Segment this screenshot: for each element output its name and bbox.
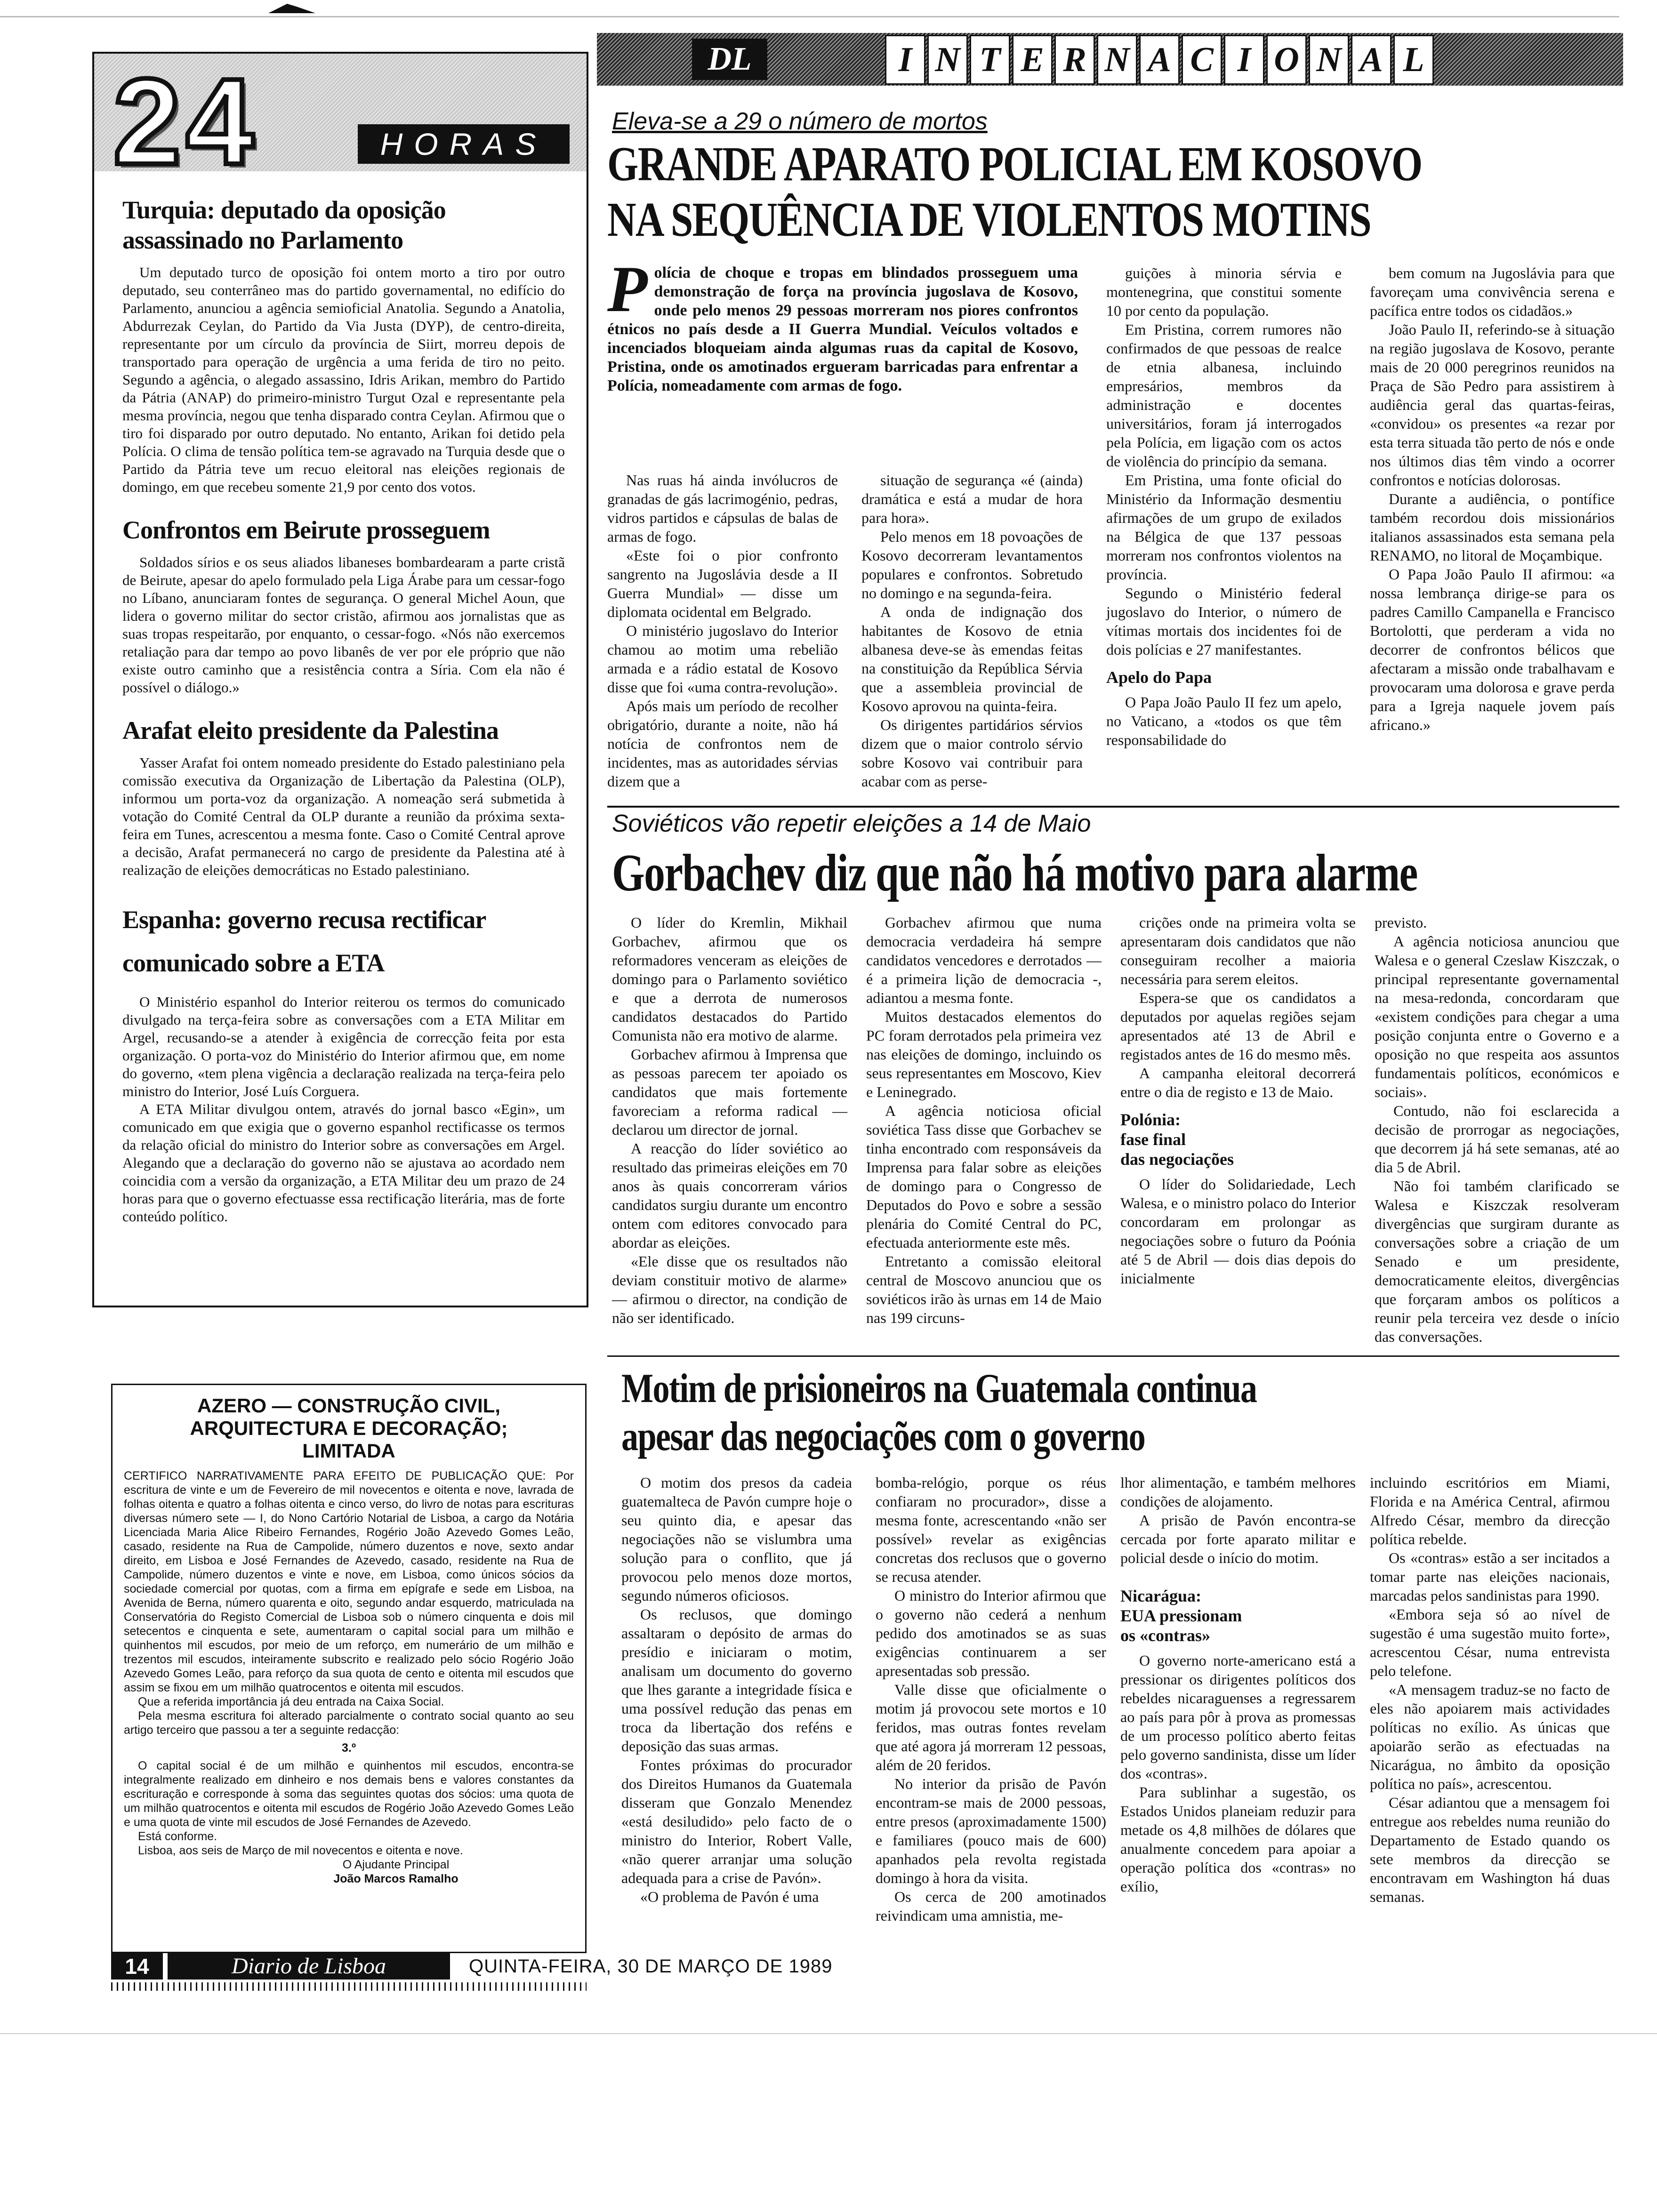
article-paragraph: A onda de indignação dos habitantes de Kosovo de etnia albanesa deve-se às emendas feitas na constituição da República Sérvia que a assembleia provincial de Kosovo aprovou na quinta-feira. [861, 603, 1083, 714]
article-paragraph: Não foi também clarificado se Walesa e Kiszczak resolveram divergências que surgiram durante as conversações sobre a criação de um Senado e um presidente, democraticamente eleitos, divergências que forçaram ambos os políticos a reunir pela terceira vez desde o início das conversações. [1375, 1178, 1619, 1345]
sidebar-brand-word: HORAS [358, 124, 570, 164]
story-paragraph: A ETA Militar divulgou ontem, através do jornal basco «Egin», um comunicado em que exigia que o governo espanhol rectificasse os termos da relação oficial do ministro do Interior sobre as conversações em Argel. Alegando que a declaração do governo não se ajustava ao acordado nem coincidia com a versão da organização, a ETA Militar deu um prazo de 24 horas para que o governo efectuasse essa rectificação literária, mas de forte conteúdo político. [122, 1101, 565, 1225]
section-logo: DL [692, 39, 767, 80]
section-letter: L [1393, 35, 1434, 85]
gorbachev-col-4 [1375, 913, 1619, 1346]
story-body [122, 993, 565, 1226]
article-paragraph: A agência noticiosa anunciou que Walesa e o general Czeslaw Kiszczak, o principal representante governamental na mesa-redonda, concordaram que «existem condições para chegar a uma posição conjunta entre o Governo e a oposição no que respeita aos assuntos fundamentais políticos, económicos e sociais». [1375, 933, 1619, 1100]
section-letter: A [1351, 35, 1392, 85]
article-paragraph: «Ele disse que os resultados não deviam constituir motivo de alarme» — afirmou o director, na condição de não ser identificado. [612, 1253, 847, 1326]
guatemala-top-rule [607, 1355, 1619, 1357]
legal-notice-body: Está conforme. [138, 1830, 217, 1843]
sidebar-24-horas [92, 52, 588, 1307]
guatemala-subhead-nicaragua [1120, 1586, 1356, 1645]
story-espanha [122, 898, 565, 1226]
article-paragraph: João Paulo II, referindo-se à situação na região jugoslava de Kosovo, perante mais de 20 000 peregrinos reunidos na Praça de São Pedro para assistirem à audiência geral das quartas-feiras, «convidou» os presentes «a rezar por esta terra situada tão perto de nós e onde nos últimos dias têm vindo a ocorrer confrontos e notícias dolorosas. [1370, 321, 1615, 489]
section-letter: O [1266, 35, 1307, 85]
guatemala-col-2 [876, 1473, 1106, 1925]
article-paragraph: O Papa João Paulo II afirmou: «a nossa lembrança dirige-se para os padres Camillo Campanella e Francisco Bortolotti, que perderam a vida no decorrer de confrontos bélicos que afectaram a missão onde trabalhavam e provocaram uma dolorosa e grave perda para a Igreja naquele jovem país africano.» [1370, 566, 1615, 733]
article-paragraph: «A mensagem traduz-se no facto de eles não apoiarem mais actividades políticas no exílio. As únicas que apoiarão serão as efectuadas na Nicarágua, no âmbito da oposição política no país», acrescentou. [1370, 1681, 1610, 1792]
guatemala-headline-line: apesar das negociações com o governo [621, 1414, 1145, 1459]
story-body [122, 264, 565, 496]
article-paragraph: Entretanto a comissão eleitoral central de Moscovo anunciou que os soviéticos irão às urnas em 14 de Maio nas 199 circuns- [866, 1253, 1102, 1326]
gorbachev-col-2 [866, 913, 1102, 1327]
legal-notice-body: Pela mesma escritura foi alterado parcialmente o contrato social quanto ao seu artigo terceiro que passou a ter a seguinte redacção: [124, 1709, 574, 1737]
article-paragraph: Nas ruas há ainda invólucros de granadas de gás lacrimogénio, pedras, vidros partidos e cápsulas de balas de armas de fogo. [607, 472, 838, 545]
kosovo-lead-text: olícia de choque e tropas em blindados prosseguem uma demonstração de força na província jugoslava de Kosovo, onde pelo menos 29 pessoas morreram nos piores confrontos étnicos no país desde a II Guerra Mundial. Veículos voltados e incenciados bloqueiam ainda algumas ruas da capital de Kosovo, Pristina, onde os amotinados ergueram barricadas para enfrentar a Polícia, nomeadamente com armas de fogo. [607, 264, 1078, 394]
kosovo-subhead-papa: Apelo do Papa [1106, 668, 1212, 687]
scan-mark-icon [264, 0, 320, 14]
kosovo-col-4 [1370, 264, 1615, 734]
guatemala-col-3 [1120, 1473, 1356, 1896]
article-paragraph: A campanha eleitoral decorrerá entre o dia de registo e 13 de Maio. [1120, 1065, 1356, 1100]
article-paragraph: Espera-se que os candidatos a deputados por aquelas regiões sejam apresentados até 13 de Abril e registados antes de 16 do mesmo mês. [1120, 989, 1356, 1063]
subhead-line: Polónia: [1120, 1110, 1181, 1129]
kosovo-drop-cap: P [607, 253, 648, 326]
article-paragraph: Segundo o Ministério federal jugoslavo do Interior, o número de vítimas mortais dos incidentes foi de dois polícias e 27 manifestantes. [1106, 585, 1342, 658]
kosovo-lead [607, 253, 1078, 395]
article-paragraph: O ministério jugoslavo do Interior chamou ao motim uma rebelião armada e a rádio estatal de Kosovo disse que foi «uma contra-revolução». [607, 622, 838, 696]
kosovo-headline-line: GRANDE APARATO POLICIAL EM KOSOVO [607, 137, 1422, 191]
article-paragraph: previsto. [1375, 914, 1427, 931]
article-paragraph: Durante a audiência, o pontífice também recordou dois missionários italianos assassinados esta semana pela RENAMO, no litoral de Moçambique. [1370, 490, 1615, 564]
paper-name: Diario de Lisboa [168, 1953, 450, 1980]
gorbachev-col-1 [612, 913, 847, 1327]
article-paragraph: Para sublinhar a sugestão, os Estados Unidos planeiam reduzir para metade os 4,8 milhões de dólares que anualmente concedem para apoiar a operação política dos «contras» no exílio, [1120, 1784, 1356, 1895]
article-paragraph: incluindo escritórios em Miami, Florida e na América Central, afirmou Alfredo César, membro da direcção política rebelde. [1370, 1474, 1610, 1547]
section-letter: N [927, 35, 968, 85]
section-letter: N [1309, 35, 1349, 85]
legal-notice-body: CERTIFICO NARRATIVAMENTE PARA EFEITO DE PUBLICAÇÃO QUE: Por escritura de vinte e um de Fevereiro de mil novecentos e oitenta e nove, lavrada de folhas oitenta e quatro a folhas oitenta e cinco verso, do livro de notas para escrituras diversas número sete — I, do Nono Cartório Notarial de Lisboa, a cargo da Notária Licenciada Maria Alice Ribeiro Fernandes, Rogério João Azevedo Gomes Leão, casado, residente na Rua de Campolide, número duzentos e nove, sexto andar direito, em Lisboa e José Fernandes de Azevedo, casado, residente na Rua de Campolide, número duzentos e vinte e nove, em Lisboa, como únicos sócios da sociedade comercial por quotas, com a firma em epígrafe e sede em Lisboa, na Avenida de Berna, número quarenta e oito, segundo andar esquerdo, matriculada na Conservatória do Registo Comercial de Lisboa sob o número cinquenta e dois mil setecentos e cinquenta e sete, aumentaram o capital social para um milhão e quinhentos mil escudos, por meio de um reforço, em numerário de um milhão e trezentos mil escudos, inteiramente subscrito e realizado pelo sócio Rogério João Azevedo Gomes Leão, para reforço da sua quota de cento e oitenta mil escudos que assim se fixou em um milhão quatrocentos e oitenta mil escudos. [124, 1469, 574, 1694]
article-paragraph: Fontes próximas do procurador dos Direitos Humanos da Guatemala disseram que Gonzalo Menendez «está desiludido» pelo facto de o ministro do Interior, Robert Valle, «não querer arranjar uma solução adequada para a crise de Pavón». [621, 1756, 852, 1886]
story-beirute [122, 515, 565, 697]
kosovo-col-1 [607, 471, 838, 791]
article-paragraph: A reacção do líder soviético ao resultado das primeiras eleições em 70 anos às quais concorreram vários candidatos surgiu durante um encontro ontem com editores convocado para abordar as eleições. [612, 1140, 847, 1251]
article-paragraph: Os cerca de 200 amotinados reivindicam uma amnistia, me- [876, 1888, 1106, 1924]
article-paragraph: Gorbachev afirmou que numa democracia verdadeira há sempre candidatos vencedores e derrotados — é a primeira lição de democracia -, adiantou a mesma fonte. [866, 914, 1102, 1006]
article-paragraph: «Este foi o pior confronto sangrento na Jugoslávia desde a II Guerra Mundial» — disse um diplomata ocidental em Belgrado. [607, 547, 838, 620]
story-body [122, 754, 565, 879]
article-paragraph: O Papa João Paulo II fez um apelo, no Vaticano, a «todos os que têm responsabilidade do [1106, 694, 1342, 748]
article-paragraph: A agência noticiosa oficial soviética Tass disse que Gorbachev se tinha encontrado com responsáveis da Imprensa para falar sobre as eleições de domingo para o Congresso de Deputados do Povo e sobre a sessão plenária do Comité Central do PC, efectuada anteriormente este mês. [866, 1102, 1102, 1251]
article-paragraph: Valle disse que oficialmente o motim já provocou sete mortos e 10 feridos, mas outras fontes revelam que até agora já morreram 12 pessoas, além de 20 feridos. [876, 1681, 1106, 1773]
article-paragraph: Contudo, não foi esclarecida a decisão de prorrogar as negociações, que decorrem já há sete semanas, até ao dia 5 de Abril. [1375, 1102, 1619, 1176]
article-paragraph: situação de segurança «é (ainda) dramática e está a mudar de hora para hora». [861, 472, 1083, 526]
section-letter: R [1054, 35, 1095, 85]
article-paragraph: Os reclusos, que domingo assaltaram o depósito de armas do presídio e iniciaram o motim, analisam um documento do governo que lhes garante a integridade física e uma possível redução das penas em troca da libertação dos reféns e deposição das suas armas. [621, 1606, 852, 1755]
story-paragraph: Soldados sírios e os seus aliados libaneses bombardearam a parte cristã de Beirute, apesar do apelo formulado pela Liga Árabe para um cessar-fogo no Líbano, anunciaram fontes de segurança. O general Michel Aoun, que lidera o governo militar do sector cristão, afirmou aos jornalistas que as suas tropas respeitarão, por enquanto, o cessar-fogo. «Nós não exercemos retaliação para dar tempo ao povo libanês de ver por ele próprio que não existe outro caminho que a resistência contra a Síria. Com ela não é possível o diálogo.» [122, 554, 565, 696]
issue-date: QUINTA-FEIRA, 30 DE MARÇO DE 1989 [469, 1956, 833, 1977]
subhead-line: os «contras» [1120, 1626, 1210, 1645]
guatemala-headline [621, 1365, 1657, 1461]
gorbachev-subhead-polonia [1120, 1110, 1356, 1169]
legal-notice-box [111, 1384, 587, 1953]
story-title: Confrontos em Beirute prosseguem [122, 516, 490, 544]
section-letter: I [1224, 35, 1264, 85]
kosovo-headline [607, 136, 1643, 248]
article-paragraph: No interior da prisão de Pavón encontram-se mais de 2000 pessoas, entre presos (aproximadamente 1500) e familiares (pouco mais de 600) apanhados pela revolta registada domingo à hora da visita. [876, 1775, 1106, 1886]
section-letter: T [970, 35, 1010, 85]
story-title: Arafat eleito presidente da Palestina [122, 716, 499, 745]
article-paragraph: Em Pristina, uma fonte oficial do Ministério da Informação desmentiu afirmações de um grupo de exilados na Bélgica de que 137 pessoas morreram nos confrontos violentos na província. [1106, 472, 1342, 583]
kosovo-kicker: Eleva-se a 29 o número de mortos [612, 108, 988, 135]
page-number: 14 [111, 1953, 163, 1980]
article-paragraph: O ministro do Interior afirmou que o governo não cederá a nenhum pedido dos amotinados se as suas exigências continuarem a ser apresentadas sob pressão. [876, 1587, 1106, 1679]
article-paragraph: O governo norte-americano está a pressionar os dirigentes políticos dos rebeldes nicaraguenses a regressarem ao país para pôr à prova as promessas de um processo político aberto feitas pelo governo sandinista, disse um líder dos «contras». [1120, 1652, 1356, 1782]
legal-notice-article: 3.º [342, 1741, 356, 1755]
kosovo-headline-line: NA SEQUÊNCIA DE VIOLENTOS MOTINS [607, 192, 1371, 247]
article-paragraph: bomba-relógio, porque os réus confiaram no procurador», disse a mesma fonte, acrescentando «não ser possível» revelar as exigências concretas dos reclusos que o governo se recusa atender. [876, 1474, 1106, 1585]
article-paragraph: bem comum na Jugoslávia para que favoreçam uma convivência serena e pacífica entre todos os cidadãos.» [1370, 264, 1615, 319]
story-title: Espanha: governo recusa rectificar comunicado sobre a ETA [122, 906, 486, 977]
legal-notice-signer-role: O Ajudante Principal [342, 1858, 450, 1871]
article-paragraph: crições onde na primeira volta se apresentaram dois candidatos que não conseguiram recolher a maioria necessária para serem eleitos. [1120, 914, 1356, 987]
top-edge-line [0, 16, 1619, 17]
story-turquia [122, 195, 565, 496]
subhead-line: das negociações [1120, 1150, 1234, 1169]
subhead-line: Nicarágua: [1120, 1587, 1201, 1605]
section-letter: A [1139, 35, 1180, 85]
section-letter: C [1182, 35, 1222, 85]
page-footer [111, 1952, 845, 1980]
article-paragraph: A prisão de Pavón encontra-se cercada por forte aparato militar e policial desde o início do motim. [1120, 1512, 1356, 1566]
article-paragraph: guições à minoria sérvia e montenegrina, que constitui somente 10 por cento da população. [1106, 264, 1342, 319]
gorbachev-top-rule [607, 806, 1619, 808]
story-arafat [122, 715, 565, 879]
gorbachev-headline: Gorbachev diz que não há motivo para alarme [612, 844, 1417, 902]
article-paragraph: Muitos destacados elementos do PC foram derrotados pela primeira vez nas eleições de domingo, incluindo os seus representantes em Moscovo, Kiev e Leninegrado. [866, 1008, 1102, 1100]
article-paragraph: O motim dos presos da cadeia guatemalteca de Pavón cumpre hoje o seu quinto dia, e apesar das negociações não se vislumbra uma solução para o conflito, que já provocou pelo menos doze mortos, segundo números oficiosos. [621, 1474, 852, 1604]
section-letter: I [885, 35, 925, 85]
guatemala-headline-line: Motim de prisioneiros na Guatemala continua [621, 1366, 1257, 1411]
bottom-scan-line [0, 2033, 1657, 2034]
legal-notice-signer-name: João Marcos Ramalho [333, 1872, 458, 1885]
article-paragraph: Gorbachev afirmou à Imprensa que as pessoas parecem ter apoiado os candidatos que mais fortemente favoreciam a reforma radical — declarou um director de jornal. [612, 1046, 847, 1138]
article-paragraph: «O problema de Pavón é uma [640, 1888, 819, 1905]
article-paragraph: lhor alimentação, e também melhores condições de alojamento. [1120, 1474, 1356, 1510]
legal-notice-body: Que a referida importância já deu entrada na Caixa Social. [138, 1695, 444, 1708]
subhead-line: EUA pressionam [1120, 1606, 1242, 1625]
article-paragraph: O líder do Solidariedade, Lech Walesa, e o ministro polaco do Interior concordaram em prolongar as negociações sobre o futuro da Poónia até 5 de Abril — dois dias depois do inicialmente [1120, 1176, 1356, 1287]
section-letter: E [1012, 35, 1053, 85]
article-paragraph: O líder do Kremlin, Mikhail Gorbachev, afirmou que os reformadores venceram as eleições de domingo para o Parlamento soviético e que a derrota de numerosos candidatos destacados do Partido Comunista não era motivo de alarme. [612, 914, 847, 1044]
sidebar-brand-number: 24 [113, 54, 259, 190]
article-paragraph: Os dirigentes partidários sérvios dizem que o maior controlo sérvio sobre Kosovo vai contribuir para acabar com as perse- [861, 716, 1083, 790]
footer-ruler [111, 1982, 587, 1991]
gorbachev-kicker: Soviéticos vão repetir eleições a 14 de Maio [612, 810, 1091, 837]
article-paragraph: Em Pristina, correm rumores não confirmados de que pessoas de realce de etnia albanesa, incluindo empresários, membros da administração e docentes universitários, foram já interrogados pela Polícia, em ligação com os actos de violência do princípio da semana. [1106, 321, 1342, 470]
sidebar-stories [122, 195, 565, 1226]
article-paragraph: Os «contras» estão a ser incitados a tomar parte nas eleições nacionais, marcadas pelos sandinistas para 1990. [1370, 1549, 1610, 1604]
article-paragraph: Pelo menos em 18 povoações de Kosovo decorreram levantamentos populares e confrontos. Sobretudo no domingo e na segunda-feira. [861, 528, 1083, 601]
story-paragraph: Yasser Arafat foi ontem nomeado presidente do Estado palestiniano pela comissão executiva da Organização de Libertação da Palestina (OLP), informou um porta-voz da organização. A nomeação será submetida à votação do Comité Central da OLP durante a reunião da próxima sexta-feira em Tunes, acrescentou a mesma fonte. Caso o Comité Central aprove a decisão, Arafat permanecerá no cargo de presidente da Palestina até à realização de eleições democráticas no Estado palestiniano. [122, 754, 565, 878]
legal-notice-title: AZERO — CONSTRUÇÃO CIVIL, ARQUITECTURA E DECORAÇÃO; LIMITADA [190, 1395, 508, 1462]
top-edge-mark [264, 0, 320, 14]
article-paragraph: «Embora seja só ao nível de sugestão é uma sugestão muito forte», acrescentou César, numa entrevista pelo telefone. [1370, 1606, 1610, 1679]
story-body [122, 553, 565, 697]
gorbachev-col-3 [1120, 913, 1356, 1288]
story-paragraph: Um deputado turco de oposição foi ontem morto a tiro por outro deputado, seu conterrâneo mas do partido governamental, no edifício do Parlamento, anunciou a agência semioficial Anatolia. Segundo a Anatolia, Abdurrezak Ceylan, do Partido da Via Justa (DYP), de centro-direita, representante por um círculo da província de Siirt, morreu depois de transportado para operação de urgência a uma ferida de tiro no peito. Segundo a agência, o alegado assassino, Idris Arikan, membro do Partido da Pátria (ANAP) do primeiro-ministro Turgut Ozal e representante pela mesma província, negou que tenha disparado contra Ceylan. Afirmou que o tiro foi disparado por outro deputado. No entanto, Arikan foi detido pela Polícia. O clima de tensão política tem-se agravado na Turquia desde que o Partido da Pátria teve um recuo eleitoral nas eleições regionais de domingo, em que recebeu somente 21,9 por cento dos votos. [122, 264, 565, 495]
section-title-internacional [885, 35, 1436, 84]
kosovo-col-3 [1106, 264, 1342, 749]
legal-notice-body: O capital social é de um milhão e quinhentos mil escudos, encontra-se integralmente realizado em dinheiro e nos demais bens e valores constantes da escrituração e corresponde à soma das seguintes quotas dos sócios: uma quota de um milhão quatrocentos e oitenta mil escudos de Rogério João Azevedo Gomes Leão e uma quota de vinte mil escudos de José Fernandes de Azevedo. [124, 1759, 574, 1829]
legal-notice-place-date: Lisboa, aos seis de Março de mil novecentos e oitenta e nove. [138, 1844, 463, 1857]
subhead-line: fase final [1120, 1130, 1186, 1149]
guatemala-col-4 [1370, 1473, 1610, 1906]
section-letter: N [1097, 35, 1137, 85]
story-title: Turquia: deputado da oposição assassinado no Parlamento [122, 196, 446, 254]
article-paragraph: César adiantou que a mensagem foi entregue aos rebeldes numa reunião do Departamento de Estado quando os sete membros da direcção se encontravam em Washington há duas semanas. [1370, 1794, 1610, 1905]
kosovo-col-2 [861, 471, 1083, 791]
article-paragraph: Após mais um período de recolher obrigatório, durante a noite, não há notícia de confrontos nem de incidentes, mas as autoridades sérvias dizem que a [607, 697, 838, 790]
story-paragraph: O Ministério espanhol do Interior reiterou os termos do comunicado divulgado na terça-feira sobre as conversações com a ETA Militar em Argel, recusando-se a atender à exigência de correcção feita por esta organização. O porta-voz do Ministério do Interior afirmou que, em nome do governo, «tem plena vigência a declaração realizada na terça-feira pelo ministro do Interior, José Luís Corguera. [122, 994, 565, 1099]
guatemala-col-1 [621, 1473, 852, 1906]
